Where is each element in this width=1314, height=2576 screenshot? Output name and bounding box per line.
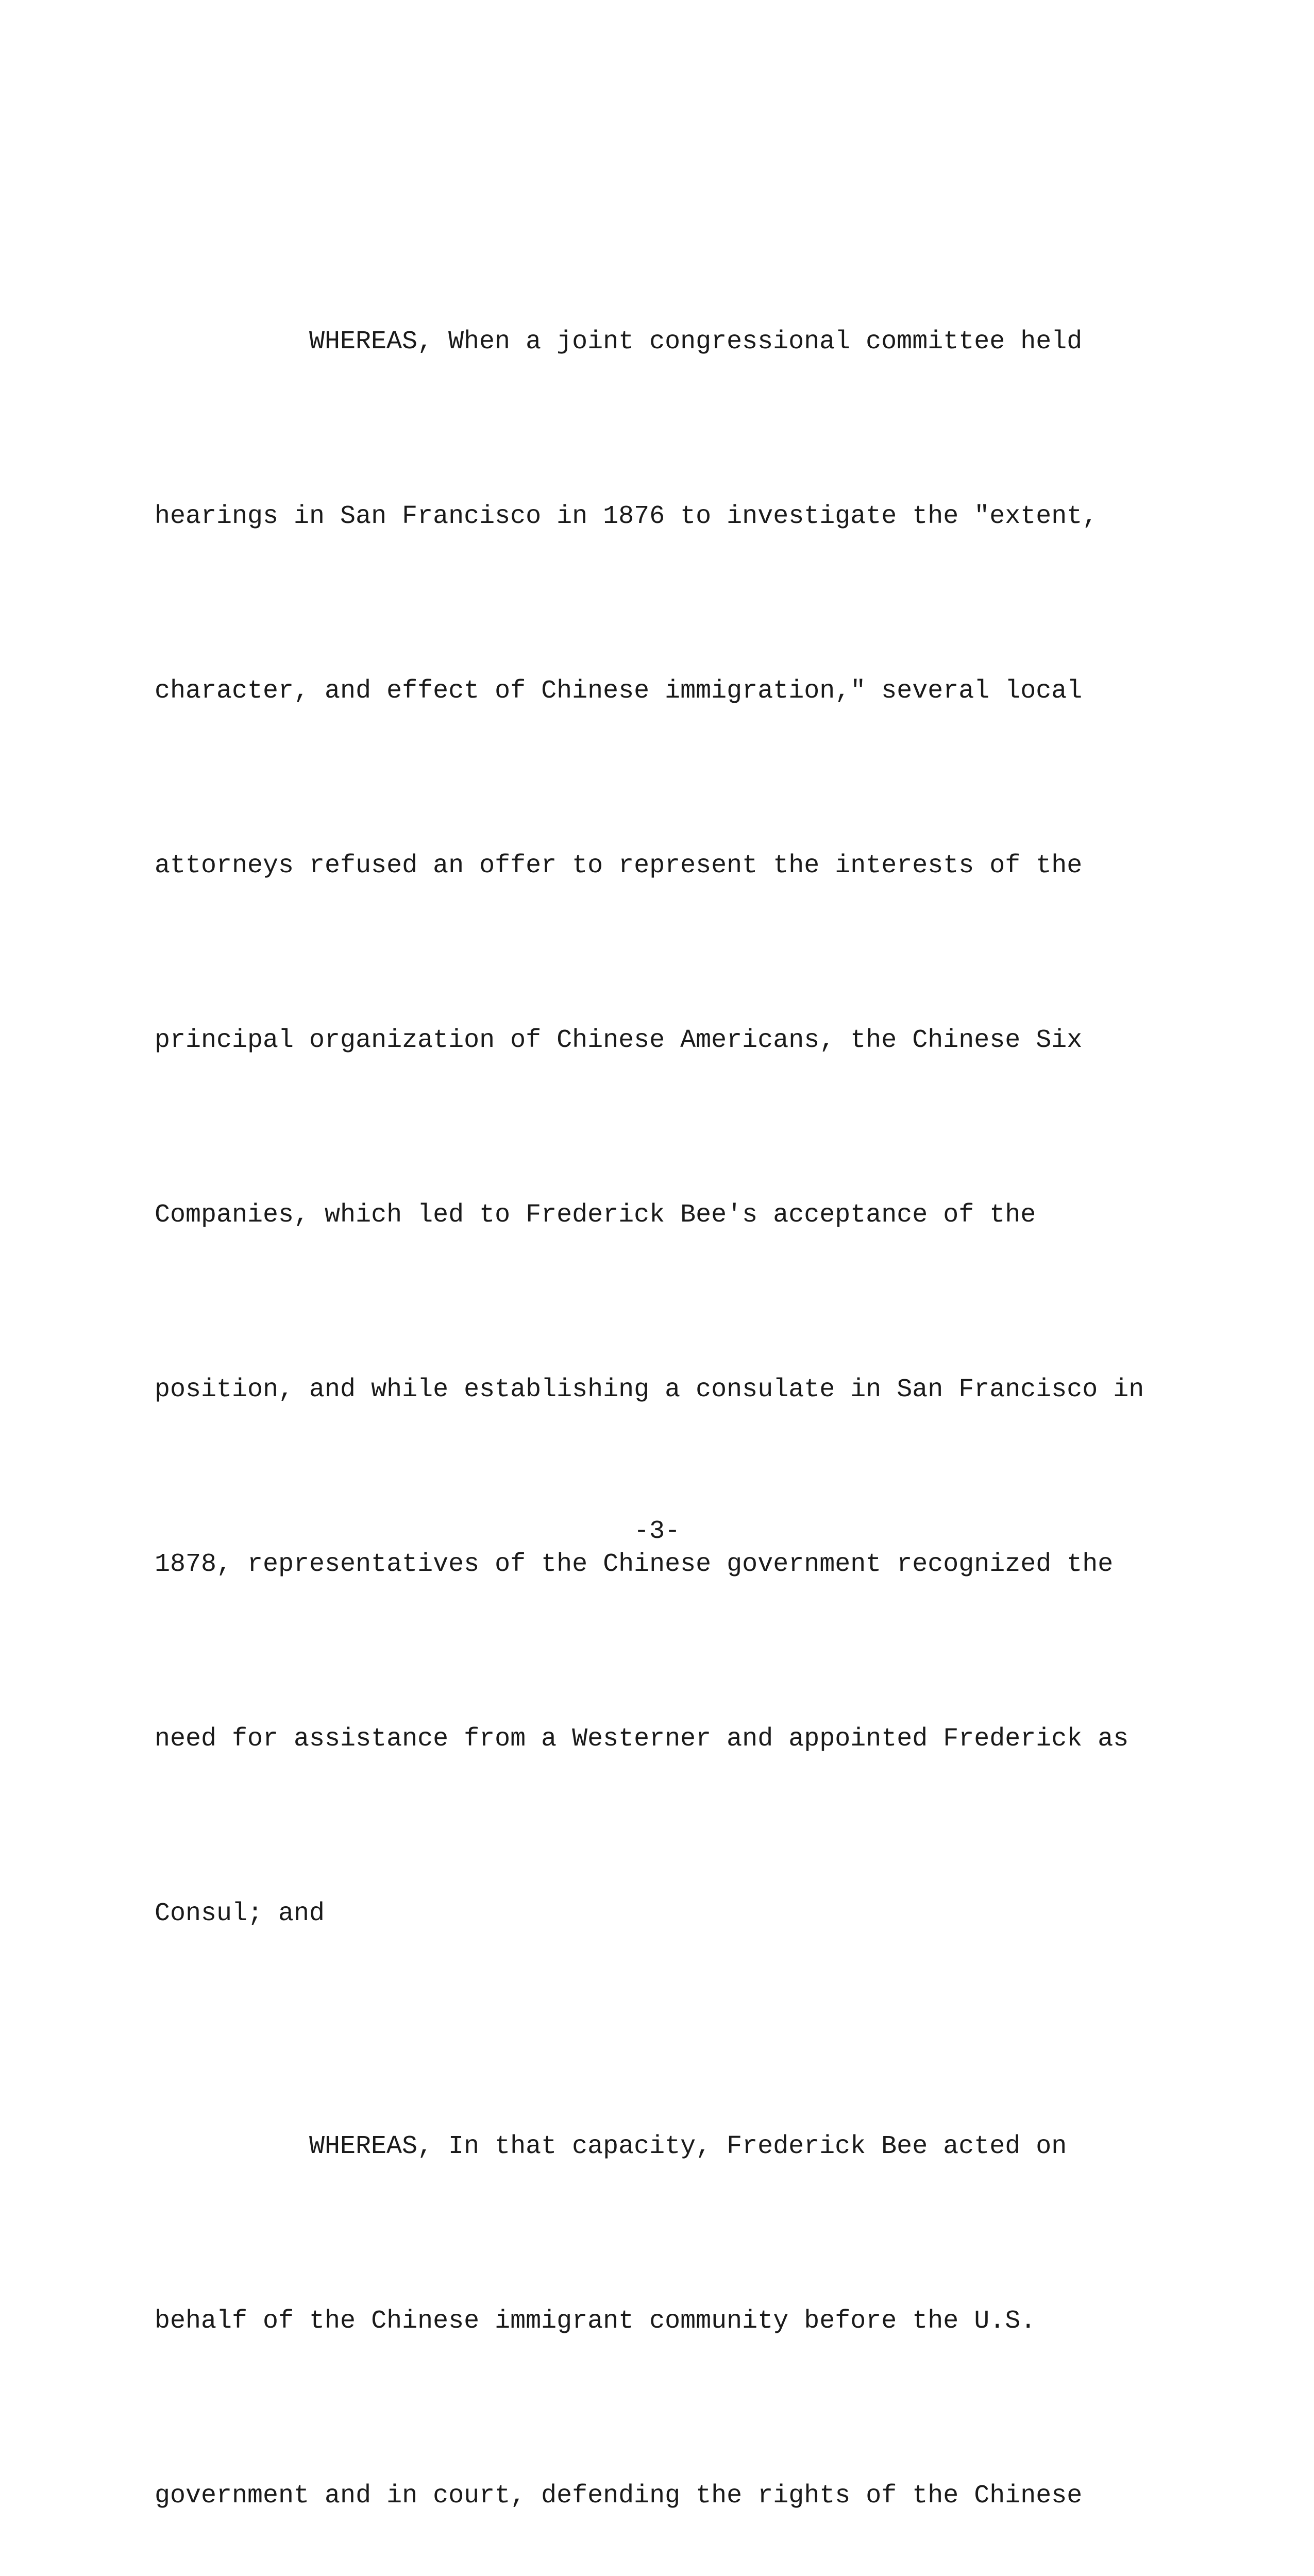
paragraph-1-line-3: character, and effect of Chinese immigration," several local	[155, 676, 1083, 706]
paragraph-1-line-4: attorneys refused an offer to represent the interests of the	[155, 851, 1083, 880]
paragraph-1-line-5: principal organization of Chinese Americans, the Chinese Six	[155, 1026, 1083, 1055]
resolution-body	[155, 138, 1165, 2576]
paragraph-2-line-2: behalf of the Chinese immigrant community before the U.S.	[155, 2307, 1036, 2336]
paragraph-1-line-7: position, and while establishing a consulate in San Francisco in	[155, 1375, 1144, 1404]
paragraph-2-line-3: government and in court, defending the rights of the Chinese	[155, 2481, 1083, 2511]
paragraph-1-line-2: hearings in San Francisco in 1876 to investigate the "extent,	[155, 502, 1098, 531]
paragraph-1-line-8: 1878, representatives of the Chinese government recognized the	[155, 1550, 1114, 1579]
paragraph-2-line-1: WHEREAS, In that capacity, Frederick Bee acted on	[309, 2132, 1067, 2161]
paragraph-1-line-6: Companies, which led to Frederick Bee's acceptance of the	[155, 1200, 1036, 1230]
page-number: -3-	[633, 1517, 680, 1546]
paragraph-1-line-9: need for assistance from a Westerner and appointed Frederick as	[155, 1724, 1129, 1754]
paragraph-1-line-10: Consul; and	[155, 1899, 325, 1928]
paragraph-1-line-1: WHEREAS, When a joint congressional committee held	[309, 327, 1083, 357]
